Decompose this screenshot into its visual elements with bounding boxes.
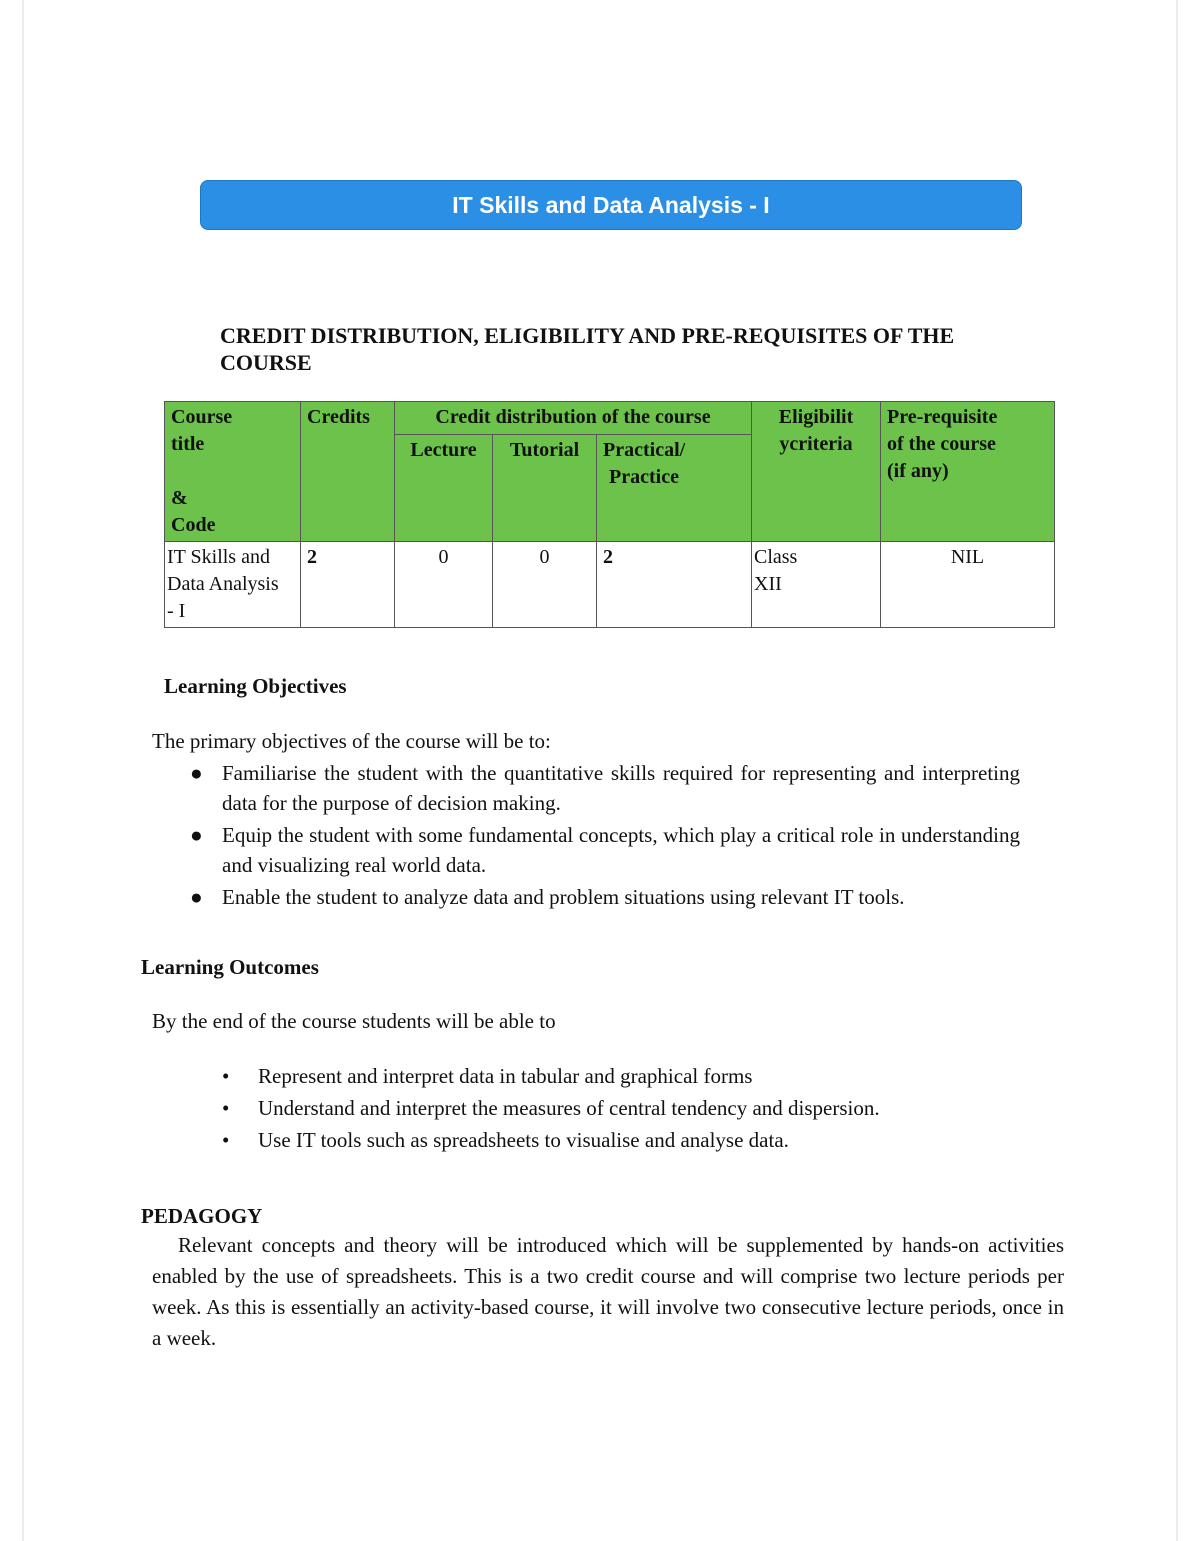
header-course-title-line: title — [171, 433, 205, 455]
header-course-title-line: & — [171, 487, 188, 509]
header-practical-line: Practice — [609, 465, 679, 488]
cell-eligibility-line: Class — [754, 546, 798, 568]
cell-eligibility — [752, 542, 881, 628]
cell-practical: 2 — [597, 542, 752, 628]
course-title-text: IT Skills and Data Analysis - I — [452, 191, 770, 218]
header-course-title — [165, 402, 301, 542]
header-credit-distribution: Credit distribution of the course — [395, 402, 752, 435]
bullet-icon: ● — [190, 885, 203, 909]
outcomes-intro: By the end of the course students will be able to — [152, 1009, 556, 1033]
learning-outcomes-heading: Learning Outcomes — [141, 955, 319, 979]
objective-text: Familiarise the student with the quantitative skills required for representing and interpreting data for the purpose of decision making. — [222, 761, 1020, 815]
bullet-icon: ● — [190, 761, 203, 785]
header-prerequisite-line: Pre-requisite — [887, 406, 998, 428]
header-prerequisite-line: (if any) — [887, 460, 949, 482]
objectives-intro: The primary objectives of the course will be to: — [152, 729, 551, 753]
cell-course-name-line: IT Skills and — [167, 546, 270, 568]
cell-eligibility-line: XII — [754, 573, 782, 595]
header-course-title-line: Course — [171, 406, 233, 428]
outcome-text: Understand and interpret the measures of central tendency and dispersion. — [258, 1096, 880, 1120]
cell-course-name-line: Data Analysis — [167, 573, 279, 595]
outcome-text: Use IT tools such as spreadsheets to visualise and analyse data. — [258, 1128, 789, 1152]
header-eligibility — [752, 402, 881, 542]
cell-tutorial: 0 — [493, 542, 597, 628]
pedagogy-heading: PEDAGOGY — [141, 1204, 263, 1228]
outcomes-list — [222, 1061, 1042, 1157]
cell-prerequisite: NIL — [881, 542, 1055, 628]
header-course-title-line: Code — [171, 514, 216, 536]
cell-lecture: 0 — [395, 542, 493, 628]
learning-objectives-heading: Learning Objectives — [164, 674, 347, 698]
table-row — [165, 542, 1055, 628]
bullet-icon: • — [222, 1096, 230, 1120]
list-item — [222, 1125, 1042, 1155]
header-credits: Credits — [301, 402, 395, 542]
page-edge-right — [1176, 0, 1178, 1541]
header-prerequisite-line: of the course — [887, 433, 996, 455]
bullet-icon: ● — [190, 823, 203, 847]
header-practical — [597, 434, 752, 541]
credit-distribution-table — [164, 401, 1055, 628]
list-item — [190, 758, 1020, 818]
header-prerequisite — [881, 402, 1055, 542]
bullet-icon: • — [222, 1064, 230, 1088]
list-item — [190, 820, 1020, 880]
bullet-icon: • — [222, 1128, 230, 1152]
objective-text: Equip the student with some fundamental concepts, which play a critical role in understanding and visualizing real world data. — [222, 823, 1020, 877]
pedagogy-text: Relevant concepts and theory will be introduced which will be supplemented by hands-on activities enabled by the use of spreadsheets. This is a two credit course and will comprise two lecture periods per week. As this is essentially an activity-based course, it will involve two consecutive lecture periods, once in a week. — [152, 1233, 1064, 1350]
header-eligibility-line: Eligibilit — [778, 406, 854, 428]
cell-course-name-line: - I — [167, 600, 186, 622]
objective-text: Enable the student to analyze data and problem situations using relevant IT tools. — [222, 885, 905, 909]
table-header-row — [165, 402, 1055, 435]
header-lecture: Lecture — [395, 434, 493, 541]
cell-credits: 2 — [301, 542, 395, 628]
course-title-banner — [200, 180, 1022, 230]
header-tutorial: Tutorial — [493, 434, 597, 541]
header-practical-line: Practical/ — [603, 438, 686, 461]
credit-section-heading: CREDIT DISTRIBUTION, ELIGIBILITY AND PRE-REQUISITES OF THE COURSE — [220, 323, 955, 375]
page-edge-left — [22, 0, 24, 1541]
cell-course-name — [165, 542, 301, 628]
list-item — [222, 1061, 1042, 1091]
header-eligibility-line: ycriteria — [779, 433, 853, 455]
list-item — [190, 882, 1020, 912]
list-item — [222, 1093, 1042, 1123]
objectives-list — [190, 758, 1020, 914]
outcome-text: Represent and interpret data in tabular and graphical forms — [258, 1064, 753, 1088]
